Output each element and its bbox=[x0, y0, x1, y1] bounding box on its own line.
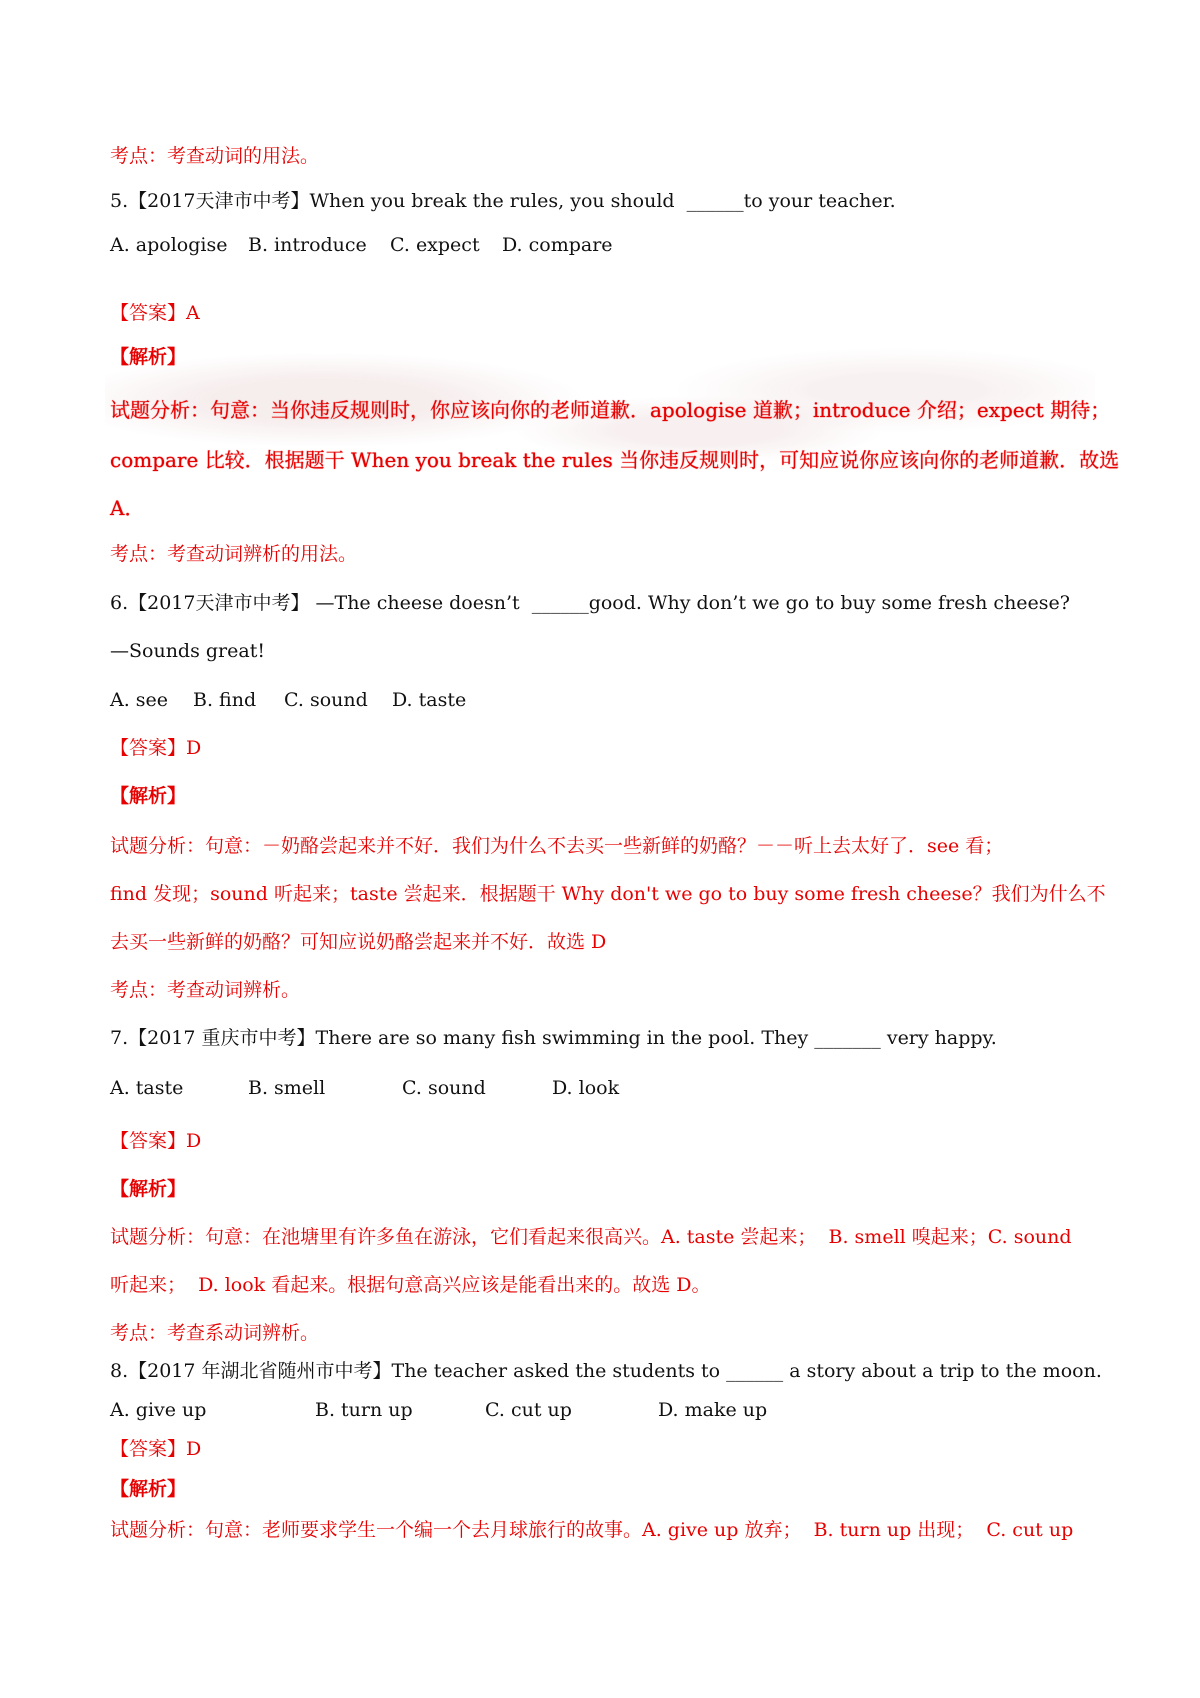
kaodian-line: 考点：考查动词的用法。 bbox=[110, 145, 320, 167]
analysis-7-line1: 试题分析：句意：在池塘里有许多鱼在游泳，它们看起来很高兴。A. taste 尝起来； B. smell 嗅起来；C. sound bbox=[110, 1226, 1072, 1248]
option-a: A. see bbox=[110, 689, 169, 711]
answer-8: 【答案】D bbox=[110, 1438, 202, 1460]
kaodian-6: 考点：考查动词辨析。 bbox=[110, 979, 301, 1001]
question-6: 6.【2017天津市中考】 —The cheese doesn’t ______good. Why don’t we go to buy some fresh cheese? bbox=[110, 592, 1070, 614]
answer-5: 【答案】A bbox=[110, 302, 200, 324]
analysis-heading-8: 【解析】 bbox=[110, 1478, 187, 1500]
question-6-reply: —Sounds great! bbox=[110, 640, 265, 662]
answer-7: 【答案】D bbox=[110, 1130, 202, 1152]
question-5: 5.【2017天津市中考】When you break the rules, you should ______to your teacher. bbox=[110, 190, 896, 212]
option-b: B. introduce bbox=[248, 234, 367, 256]
analysis-heading-5: 【解析】 bbox=[110, 346, 187, 368]
option-c: C. sound bbox=[284, 689, 368, 711]
option-c: C. sound bbox=[402, 1077, 486, 1099]
option-c: C. cut up bbox=[485, 1399, 572, 1421]
option-c: C. expect bbox=[390, 234, 480, 256]
kaodian-7: 考点：考查系动词辨析。 bbox=[110, 1322, 320, 1344]
analysis-5-line3: A． bbox=[110, 496, 145, 520]
analysis-7-line2: 听起来； D. look 看起来。根据句意高兴应该是能看出来的。故选 D。 bbox=[110, 1274, 711, 1296]
option-d: D. taste bbox=[392, 689, 467, 711]
analysis-8-line1: 试题分析：句意：老师要求学生一个编一个去月球旅行的故事。A. give up 放弃； B. turn up 出现； C. cut up bbox=[110, 1519, 1074, 1541]
option-d: D. make up bbox=[658, 1399, 768, 1421]
option-b: B. smell bbox=[248, 1077, 326, 1099]
option-a: A. taste bbox=[110, 1077, 184, 1099]
question-7: 7.【2017 重庆市中考】There are so many fish swimming in the pool. They _______ very happy. bbox=[110, 1027, 997, 1049]
kaodian-5: 考点：考查动词辨析的用法。 bbox=[110, 543, 358, 565]
analysis-heading-6: 【解析】 bbox=[110, 785, 187, 807]
analysis-heading-7: 【解析】 bbox=[110, 1178, 187, 1200]
option-d: D. look bbox=[552, 1077, 620, 1099]
option-b: B. turn up bbox=[315, 1399, 413, 1421]
analysis-6-line3: 去买一些新鲜的奶酪？可知应说奶酪尝起来并不好．故选 D bbox=[110, 931, 607, 953]
question-8: 8.【2017 年湖北省随州市中考】The teacher asked the students to ______ a story about a trip to the moon. bbox=[110, 1360, 1102, 1382]
option-b: B. find bbox=[193, 689, 257, 711]
analysis-6-line1: 试题分析：句意：－奶酪尝起来并不好．我们为什么不去买一些新鲜的奶酪？－－听上去太好了．see 看； bbox=[110, 835, 1004, 857]
option-d: D. compare bbox=[502, 234, 613, 256]
analysis-6-line2: find 发现；sound 听起来；taste 尝起来．根据题干 Why don't we go to buy some fresh cheese？我们为什么不 bbox=[110, 883, 1106, 905]
analysis-5-line1: 试题分析：句意：当你违反规则时，你应该向你的老师道歉．apologise 道歉；introduce 介绍；expect 期待； bbox=[110, 398, 1111, 422]
option-a: A. give up bbox=[110, 1399, 207, 1421]
analysis-5-line2: compare 比较．根据题干 When you break the rules 当你违反规则时，可知应说你应该向你的老师道歉．故选 bbox=[110, 448, 1120, 472]
option-a: A. apologise bbox=[110, 234, 228, 256]
answer-6: 【答案】D bbox=[110, 737, 202, 759]
watermark bbox=[105, 340, 1095, 540]
